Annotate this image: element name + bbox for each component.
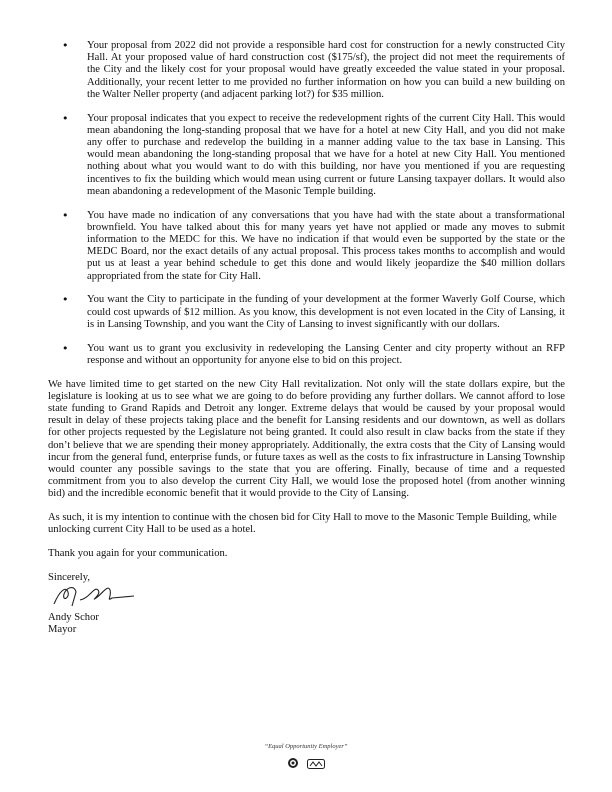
signer-title: Mayor	[48, 624, 77, 636]
concerns-list	[48, 40, 565, 367]
bullet-text: You want us to grant you exclusivity in redeveloping the Lansing Center and city property without an RFP response and without an opportunity for anyone else to bid on this project.	[87, 342, 565, 366]
bullet-icon: •	[62, 111, 69, 125]
bullet-text: You want the City to participate in the funding of your development at the former Waverly Golf Course, which could cost upwards of $12 million. As you know, this development is not even located in the City of Lansing, it is in Lansing Township, and you want the City of Lansing to invest significantly with our dollars.	[87, 294, 565, 330]
body-paragraph: We have limited time to get started on the new City Hall revitalization. Not only will the state dollars expire, but the legislature is looking at us to see what we are going to do before providing any further dollars. We cannot afford to lose state funding to Grand Rapids and Detroit any longer. Extreme delays that would be caused by your proposal would result in delay of these projects taking place and the benefit for Lansing residents and our downtown, as well as dollars for other projects requested by the Legislature not being granted. It could also result in claw backs from the state if they don’t believe that we are spending their money appropriately. Additionally, the extra costs that the City of Lansing would incur from the general fund, enterprise funds, or future taxes as well as the costs to fix infrastructure in Lansing Township would counter any possible savings to the state that you are offering. Finally, because of time and a requested commitment from you to also develop the current City Hall, we would lose the proposed hotel (from another winning bid) and the incredible economic benefit that it would provide to the City of Lansing.	[48, 378, 565, 500]
bullet-text: Your proposal indicates that you expect to receive the redevelopment rights of the current City Hall. This would mean abandoning the long-standing proposal that we have for a hotel at new City Hall, and you did not make any offer to purchase and redevelop the building in a manner adding value to the tax base in Lansing. This would mean abandoning the long-standing proposal that we have for a hotel at new City Hall. You mentioned nothing about what you would want to do with this building, nor have you mentioned if you are requesting incentives to fix the building which would mean using current or future Lansing taxpayer dollars. It would also mean abandoning a redevelopment of the Masonic Temple building.	[87, 112, 565, 197]
thanks-paragraph: Thank you again for your communication.	[48, 548, 228, 560]
letter-body	[48, 40, 565, 636]
footer-logos	[0, 756, 612, 774]
signature-icon	[50, 580, 140, 610]
list-item	[48, 113, 565, 198]
logo-icon	[307, 759, 325, 769]
list-item	[48, 210, 565, 283]
list-item	[48, 294, 565, 331]
list-item	[48, 343, 565, 367]
bullet-icon: •	[62, 39, 69, 52]
list-item	[48, 40, 565, 101]
conclusion-paragraph: As such, it is my intention to continue with the chosen bid for City Hall to move to the Masonic Temple Building, while unlocking current City Hall to be used as a hotel.	[48, 512, 557, 536]
signature	[48, 584, 565, 612]
bullet-icon: •	[62, 208, 69, 222]
signer-name: Andy Schor	[48, 611, 99, 623]
bullet-text: You have made no indication of any conversations that you have had with the state about a transformational brownfield. You have talked about this for many years yet have not applied or made any moves to submit information to the MEDC for this. We have no indication if that would even be supported by the state or the MEDC Board, nor the exact details of any actual proposal. This process takes months to accomplish and would put us at least a year behind schedule to get this done and would likely jeopardize the $40 million dollars appropriated from the state for City Hall.	[87, 209, 565, 282]
footer-tagline: “Equal Opportunity Employer”	[264, 743, 348, 750]
bullet-text: Your proposal from 2022 did not provide a responsible hard cost for construction for a newly constructed City Hall. At your proposed value of hard construction cost ($175/sf), the project did not meet the requirements of the City and the likely cost for your proposal would have greatly exceeded the value stated in your proposal. Additionally, your recent letter to me provided no further information on how you can build a new building on the Walter Neller property (and adjacent parking lot?) for $35 million.	[87, 40, 565, 100]
seal-icon	[287, 757, 299, 769]
salutation: Sincerely,	[48, 571, 90, 583]
bullet-icon: •	[62, 293, 69, 307]
bullet-icon: •	[62, 341, 69, 355]
